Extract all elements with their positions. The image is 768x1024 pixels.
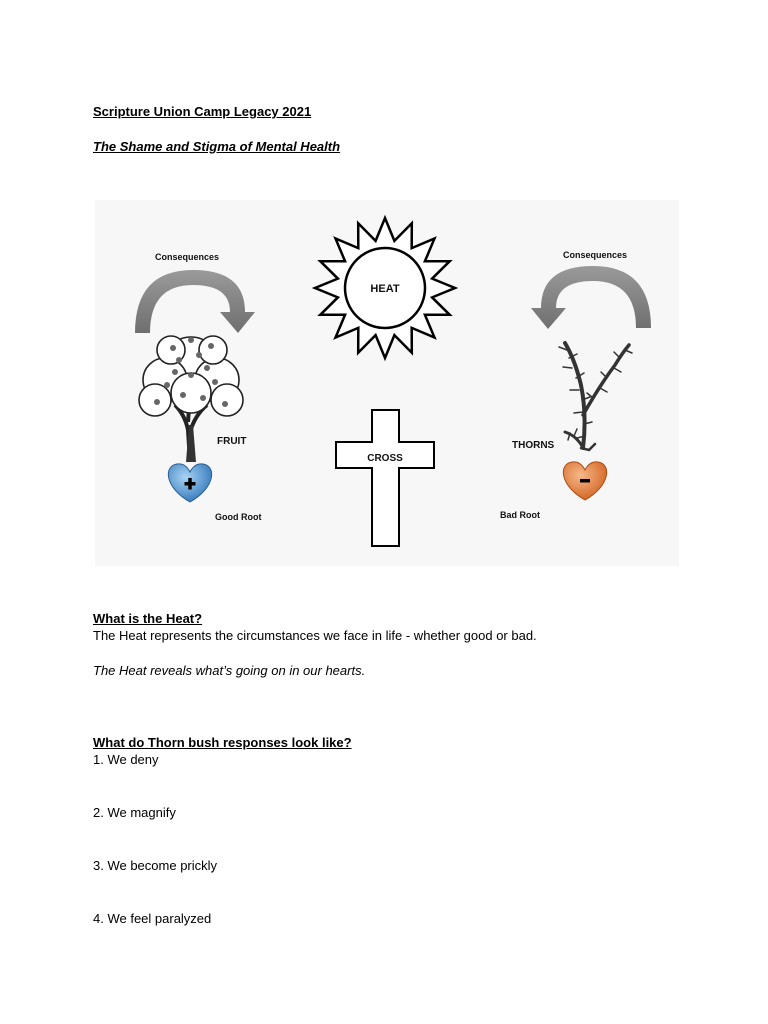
good-heart-plus-icon [168, 464, 211, 502]
document-subtitle: The Shame and Stigma of Mental Health [93, 139, 341, 154]
thorn-response-item: 4. We feel paralyzed [93, 911, 212, 926]
thorns-label: THORNS [512, 440, 555, 451]
thorn-bush-icon [559, 343, 632, 450]
left-curved-arrow [135, 270, 255, 333]
bad-heart-minus-icon [563, 462, 606, 500]
bad-root-label: Bad Root [500, 510, 540, 520]
heat-section-text: The Heat represents the circumstances we face in life - whether good or bad. [93, 628, 537, 643]
cross-label: CROSS [367, 453, 403, 464]
thorn-response-item: 2. We magnify [93, 805, 176, 820]
heat-fruit-thorns-diagram [95, 200, 679, 566]
heat-section-note: The Heat reveals what’s going on in our hearts. [93, 663, 366, 678]
fruit-label: FRUIT [217, 436, 247, 447]
right-consequences-label: Consequences [562, 250, 628, 260]
thorn-section-heading: What do Thorn bush responses look like? [93, 735, 352, 750]
heat-label: HEAT [370, 283, 400, 295]
right-curved-arrow [531, 266, 651, 329]
cross-icon [336, 410, 434, 546]
left-consequences-label: Consequences [154, 252, 220, 262]
thorn-response-item: 1. We deny [93, 752, 159, 767]
good-root-label: Good Root [215, 512, 262, 522]
document-title: Scripture Union Camp Legacy 2021 [93, 104, 312, 119]
thorn-response-item: 3. We become prickly [93, 858, 218, 873]
heat-section-heading: What is the Heat? [93, 611, 203, 626]
